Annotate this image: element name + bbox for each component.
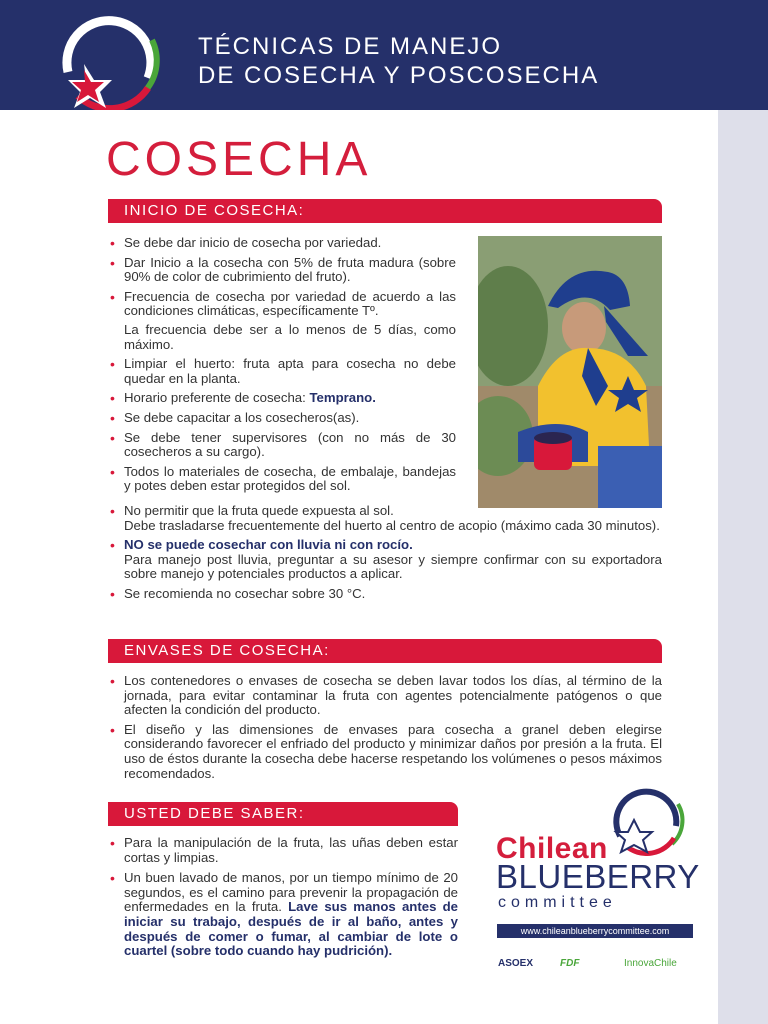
header-banner xyxy=(0,0,768,110)
list-item xyxy=(110,290,456,352)
list-item-text: Un buen lavado de manos, por un tiempo mínimo de 20 segundos, es el camino para prevenir la propagación de enfermedades en la fruta. xyxy=(124,870,458,915)
envases-list xyxy=(110,674,662,786)
committee-logo-icon xyxy=(48,10,168,110)
list-item-text: Para la manipulación de la fruta, las uñas deben estar cortas y limpias. xyxy=(124,835,458,865)
list-item xyxy=(110,431,456,460)
list-item-emphasis: Lave sus manos antes de iniciar su trabajo, después de ir al baño, antes y después de comer o fumar, al cambiar de lote o cuartel (sobre todo cuando hay pudrición). xyxy=(124,899,458,959)
brand-star-icon xyxy=(606,786,686,856)
partner-logo-asoex: ASOEX xyxy=(498,958,534,969)
list-item-text: Dar Inicio a la cosecha con 5% de fruta madura (sobre 90% de color de cubrimiento del fruto). xyxy=(124,254,456,285)
list-item xyxy=(110,836,458,865)
header-title-line2: DE COSECHA Y POSCOSECHA xyxy=(198,62,600,89)
page-title: COSECHA xyxy=(106,133,372,186)
side-strip xyxy=(718,110,768,1024)
list-item xyxy=(110,587,662,602)
list-item-text: Horario preferente de cosecha: xyxy=(124,390,310,406)
list-item-text: Limpiar el huerto: fruta apta para cosecha no debe quedar en la planta. xyxy=(124,356,456,386)
list-item-text: Se debe tener supervisores (con no más de 30 cosecheros a su cargo). xyxy=(124,429,456,460)
list-item xyxy=(110,538,662,582)
header-title-line1: TÉCNICAS DE MANEJO xyxy=(198,33,503,60)
inicio-list xyxy=(110,236,456,499)
list-item-text: Todos lo materiales de cosecha, de embalaje, bandejas y potes deben estar protegidos del sol. xyxy=(124,463,456,494)
list-item: • El diseño y las dimensiones de envases para cosecha a granel deben elegirse considerando favorecer el enfriado del producto y minimizar daños por presión a la fruta. El uso de éstos durante la cosecha debe hacerse respetando los volúmenes o pesos máximos recomendados. xyxy=(110,723,662,781)
list-item xyxy=(110,256,456,285)
list-item xyxy=(110,236,456,251)
section-title-inicio: INICIO DE COSECHA: xyxy=(108,199,662,223)
partner-logo-fdf: FDF xyxy=(560,958,580,969)
brand-logo xyxy=(496,786,700,916)
list-item-text: No permitir que la fruta quede expuesta al sol. xyxy=(124,503,394,518)
list-item-subtext: Debe trasladarse frecuentemente del huerto al centro de acopio (máximo cada 30 minutos). xyxy=(124,517,660,533)
inicio-list-wide xyxy=(110,504,662,607)
brand-committee: committee xyxy=(498,894,617,911)
section-title-saber: USTED DEBE SABER: xyxy=(108,802,458,826)
list-item xyxy=(110,411,456,426)
list-item-text: Se debe dar inicio de cosecha por variedad. xyxy=(124,235,382,250)
list-item-subtext: Para manejo post lluvia, preguntar a su asesor y siempre confirmar con su exportadora sobre manejo y potenciales productos a aplicar. xyxy=(124,551,662,582)
list-item-text: Se debe capacitar a los cosecheros(as). xyxy=(124,409,360,425)
harvester-illustration xyxy=(478,236,662,508)
brand-chilean: Chilean xyxy=(496,832,608,865)
list-item: • Los contenedores o envases de cosecha se deben lavar todos los días, al término de la jornada, para evitar contaminar la fruta con agentes potencialmente patógenos o que afecten la condición del producto. xyxy=(110,674,662,718)
list-item xyxy=(110,391,456,406)
list-item xyxy=(110,465,456,494)
list-item xyxy=(110,357,456,386)
list-item-emphasis: NO se puede cosechar con lluvia ni con rocío. xyxy=(124,537,413,553)
website-link[interactable]: www.chileanblueberrycommittee.com xyxy=(497,924,693,938)
list-item-text: Se recomienda no cosechar sobre 30 °C. xyxy=(124,585,366,601)
list-item-emphasis: Temprano. xyxy=(309,390,376,406)
list-item-subtext: La frecuencia debe ser a lo menos de 5 días, como máximo. xyxy=(124,321,456,352)
partner-logo-innovachile: InnovaChile xyxy=(624,958,677,969)
list-item xyxy=(110,871,458,959)
list-item xyxy=(110,504,662,533)
section-title-envases: ENVASES DE COSECHA: xyxy=(108,639,662,663)
saber-list xyxy=(110,836,458,964)
list-item-text: Frecuencia de cosecha por variedad de acuerdo a las condiciones climáticas, específicamente Tº. xyxy=(124,288,456,319)
header-title xyxy=(198,32,599,90)
harvester-photo xyxy=(478,236,662,508)
brand-blueberry: BLUEBERRY xyxy=(496,858,700,895)
